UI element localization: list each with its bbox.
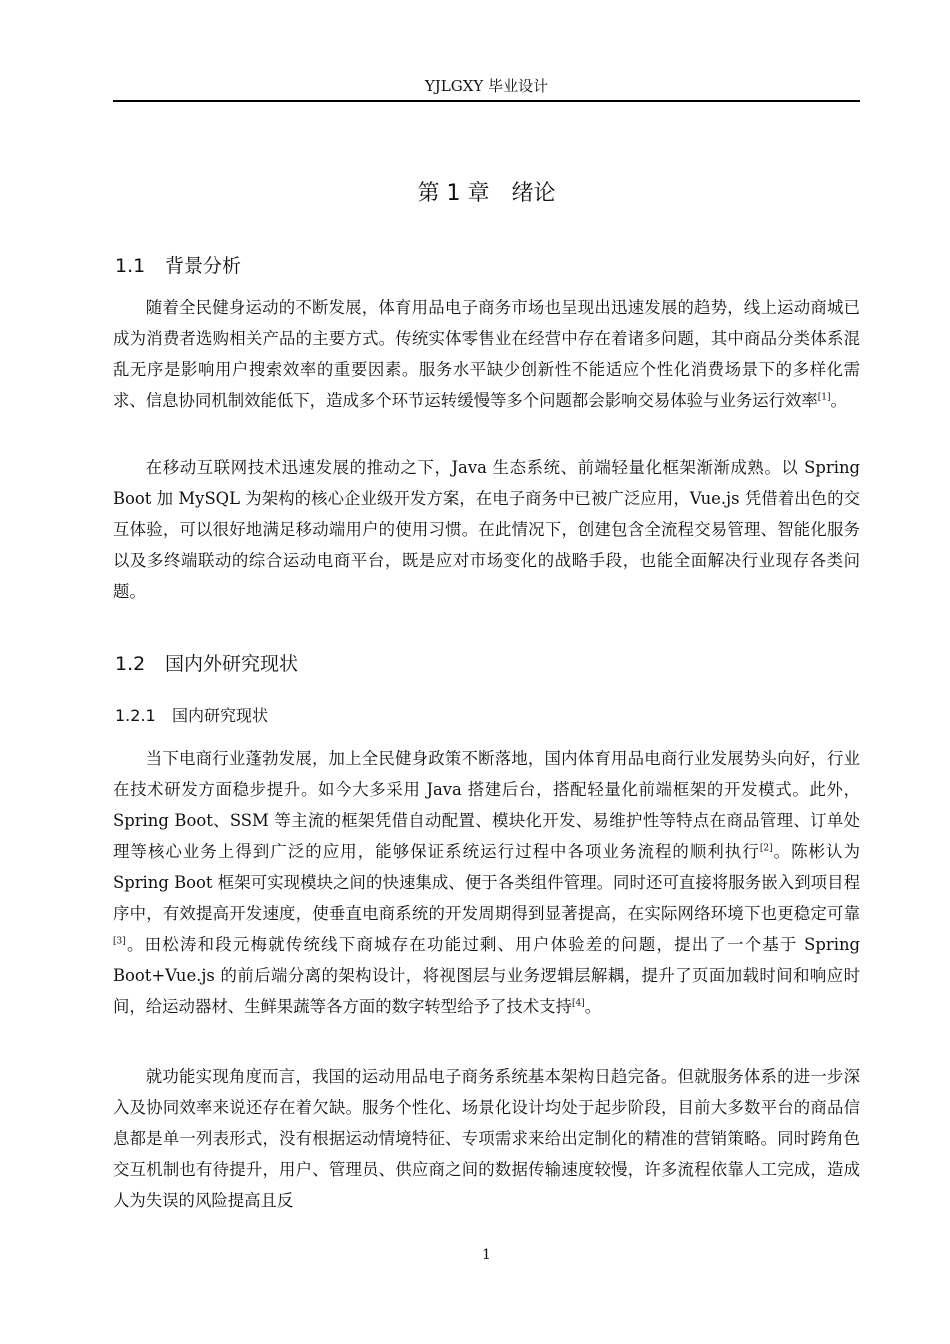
section-heading-1-2 [115, 650, 298, 678]
subsection-number: 1.2.1 [115, 706, 156, 725]
chapter-number: 第 1 章 [417, 181, 490, 206]
chapter-title [113, 178, 860, 210]
paragraph-4: 就功能实现角度而言，我国的运动用品电子商务系统基本架构日趋完备。但就服务体系的进一步深入及协同效率来说还存在着欠缺。服务个性化、场景化设计均处于起步阶段，目前大多数平台的商品信息都是单一列表形式，没有根据运动情境特征、专项需求来给出定制化的精准的营销策略。同时跨角色交互机制也有待提升，用户、管理员、供应商之间的数据传输速度较慢，许多流程依靠人工完成，造成人为失误的风险提高且反 [113, 1067, 860, 1210]
chapter-title-text: 绪论 [511, 181, 556, 206]
citation: [3] [113, 936, 126, 947]
header-rule [113, 100, 860, 102]
subsection-title: 国内研究现状 [172, 706, 269, 725]
section-number: 1.2 [115, 653, 146, 675]
page-number: 1 [482, 1247, 491, 1263]
paragraph-1: 随着全民健身运动的不断发展，体育用品电子商务市场也呈现出迅速发展的趋势，线上运动商城已成为消费者选购相关产品的主要方式。传统实体零售业在经营中存在着诸多问题，其中商品分类体系混乱无序是影响用户搜索效率的重要因素。服务水平缺少创新性不能适应个性化消费场景下的多样化需求、信息协同机制效能低下，造成多个环节运转缓慢等多个问题都会影响交易体验与业务运行效率[1]。 [113, 298, 860, 410]
citation: [2] [759, 843, 773, 854]
paragraph-2: 在移动互联网技术迅速发展的推动之下，Java 生态系统、前端轻量化框架渐渐成熟。以 Spring Boot 加 MySQL 为架构的核心企业级开发方案，在电子商务中已被广泛应用，Vue.js 凭借着出色的交互体验，可以很好地满足移动端用户的使用习惯。在此情况下，创建包含全流程交易管理、智能化服务以及多终端联动的综合运动电商平台，既是应对市场变化的战略手段，也能全面解决行业现存各类问题。 [113, 458, 860, 601]
citation: [1] [817, 392, 831, 403]
section-heading-1-1 [115, 252, 241, 280]
running-header: YJLGXY 毕业设计 [424, 77, 549, 95]
subsection-heading-1-2-1 [115, 704, 268, 728]
paragraph-3: 当下电商行业蓬勃发展，加上全民健身政策不断落地，国内体育用品电商行业发展势头向好，行业在技术研发方面稳步提升。如今大多采用 Java 搭建后台，搭配轻量化前端框架的开发模式。此外，Spring Boot、SSM 等主流的框架凭借自动配置、模块化开发、易维护性等特点在商品管理、订单处理等核心业务上得到广泛的应用，能够保证系统运行过程中各项业务流程的顺利执行[2]。陈彬认为 Spring Boot 框架可实现模块之间的快速集成、便于各类组件管理。同时还可直接将服务嵌入到项目程序中，有效提高开发速度，使垂直电商系统的开发周期得到显著提高，在实际网络环境下也更稳定可靠[3]。田松涛和段元梅就传统线下商城存在功能过剩、用户体验差的问题，提出了一个基于 Spring Boot+Vue.js 的前后端分离的架构设计，将视图层与业务逻辑层解耦，提升了页面加载时间和响应时间，给运动器材、生鲜果蔬等各方面的数字转型给予了技术支持[4]。 [113, 749, 861, 1016]
citation: [4] [571, 998, 585, 1009]
section-number: 1.1 [115, 255, 146, 277]
section-title: 国内外研究现状 [165, 653, 299, 675]
section-title: 背景分析 [165, 255, 242, 277]
